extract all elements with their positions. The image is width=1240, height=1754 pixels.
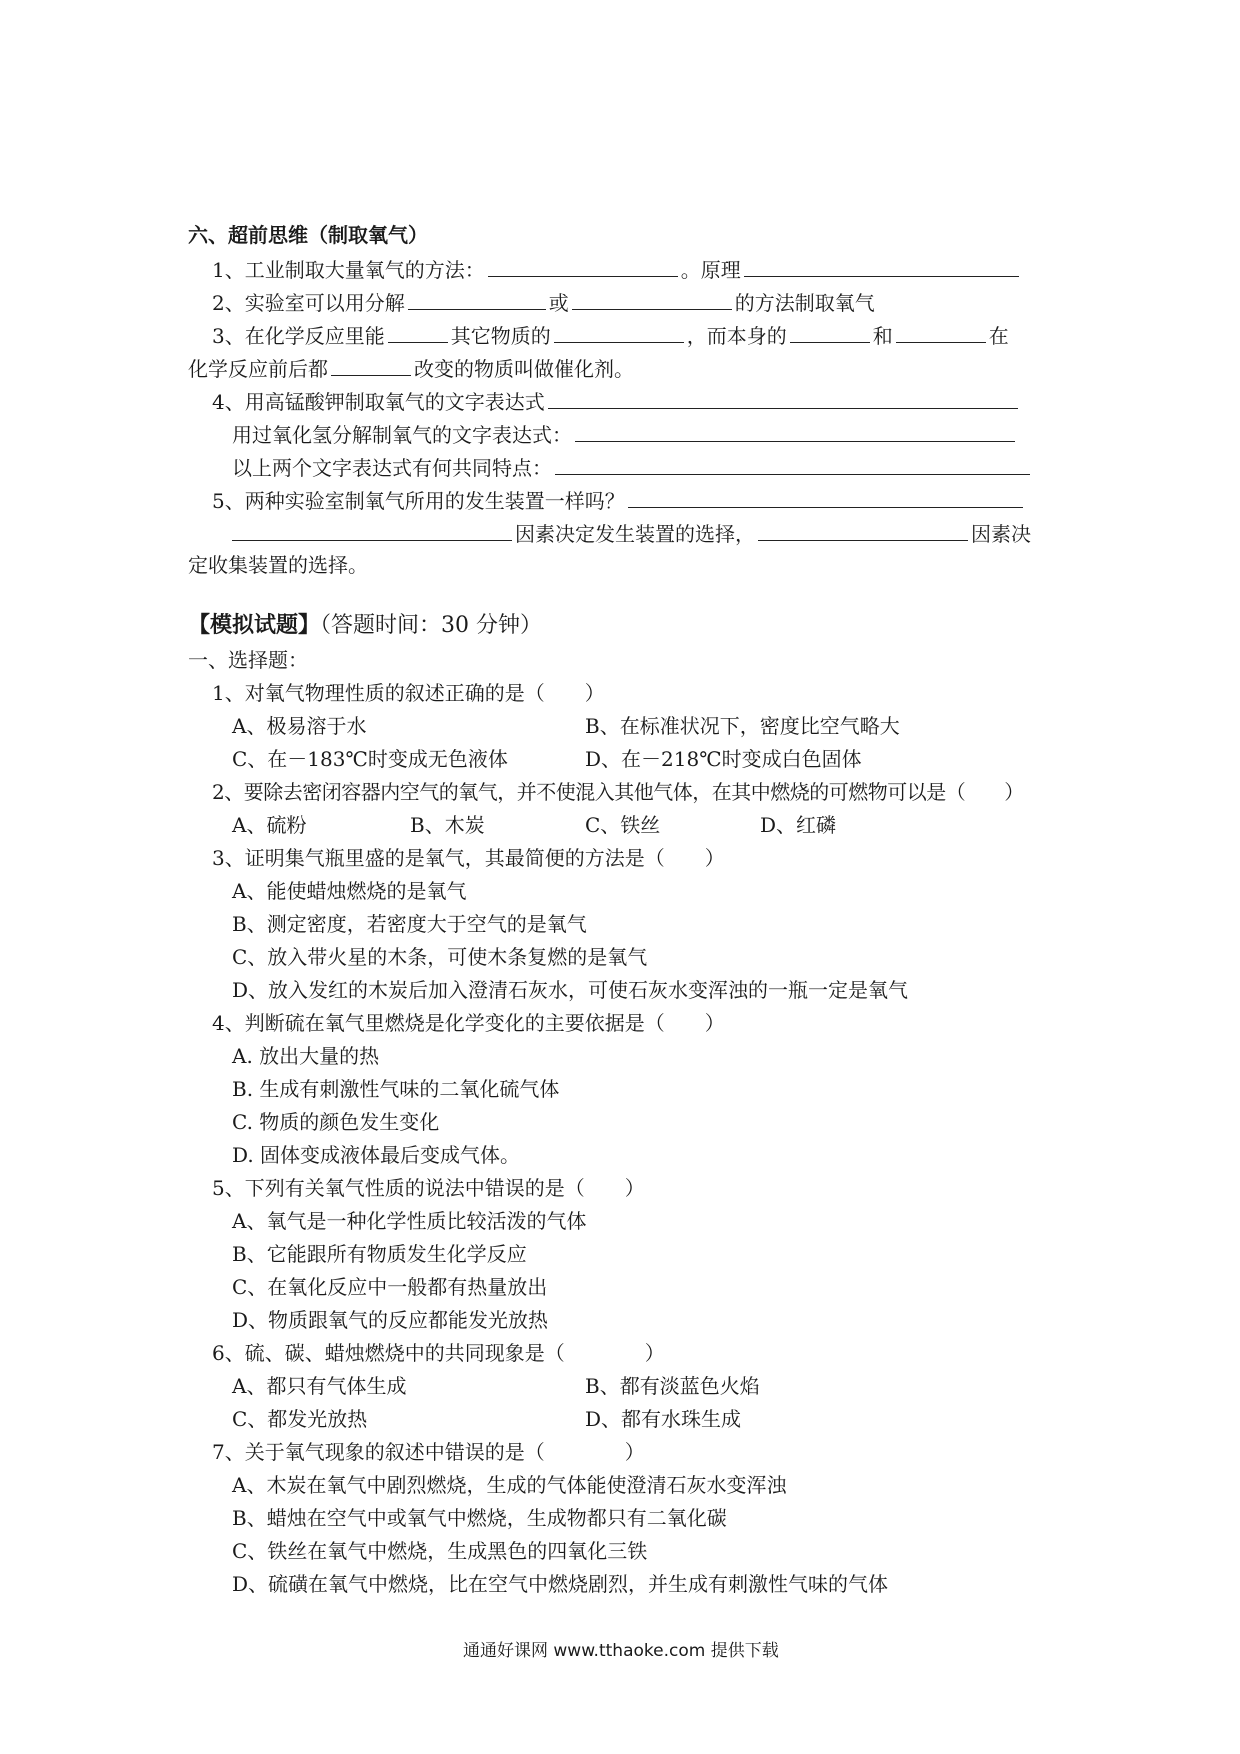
question-text: 5、两种实验室制氧气所用的发生装置一样吗？ bbox=[212, 489, 625, 513]
option-text: D、硫磺在氧气中燃烧，比在空气中燃烧剧烈，并生成有刺激性气味的气体 bbox=[232, 1572, 889, 1596]
question-text: ，而本身的 bbox=[686, 324, 787, 348]
question-line bbox=[232, 522, 1031, 544]
answer-blank[interactable] bbox=[388, 324, 448, 343]
question-line: 定收集装置的选择。 bbox=[188, 553, 368, 577]
question-text: 。原理 bbox=[680, 258, 741, 282]
option-text: A、木炭在氧气中剧烈燃烧，生成的气体能使澄清石灰水变浑浊 bbox=[232, 1473, 787, 1497]
option-text: A、能使蜡烛燃烧的是氧气 bbox=[232, 879, 467, 903]
question-text: 4、判断硫在氧气里燃烧是化学变化的主要依据是（ ） bbox=[212, 1011, 725, 1035]
section-heading: 六、超前思维（制取氧气） bbox=[188, 223, 428, 247]
answer-blank[interactable] bbox=[575, 423, 1015, 442]
option-text: B、木炭 bbox=[410, 813, 485, 837]
question-text: 3、证明集气瓶里盛的是氧气，其最简便的方法是（ ） bbox=[212, 846, 725, 870]
question-text: 化学反应前后都 bbox=[188, 357, 328, 381]
question-text: 改变的物质叫做催化剂。 bbox=[414, 357, 634, 381]
answer-blank[interactable] bbox=[572, 291, 732, 310]
option-text: B、都有淡蓝色火焰 bbox=[585, 1374, 760, 1398]
answer-blank[interactable] bbox=[554, 324, 684, 343]
option-text: C、在－183℃时变成无色液体 bbox=[232, 747, 508, 771]
question-text: 6、硫、碳、蜡烛燃烧中的共同现象是（ ） bbox=[212, 1341, 665, 1365]
option-text: A、氧气是一种化学性质比较活泼的气体 bbox=[232, 1209, 587, 1233]
option-text: D、物质跟氧气的反应都能发光放热 bbox=[232, 1308, 549, 1332]
option-text: B、测定密度，若密度大于空气的是氧气 bbox=[232, 912, 587, 936]
option-text: C. 物质的颜色发生变化 bbox=[232, 1110, 440, 1134]
answer-blank[interactable] bbox=[548, 390, 1018, 409]
option-text: B. 生成有刺激性气味的二氧化硫气体 bbox=[232, 1077, 560, 1101]
question-text: 的方法制取氧气 bbox=[734, 291, 875, 315]
question-line bbox=[212, 291, 875, 313]
option-text: D、在－218℃时变成白色固体 bbox=[585, 747, 862, 771]
question-text: 3、在化学反应里能 bbox=[212, 324, 385, 348]
answer-blank[interactable] bbox=[790, 324, 870, 343]
question-text: 用过氧化氢分解制氧气的文字表达式： bbox=[232, 423, 572, 447]
question-text: 因素决定发生装置的选择， bbox=[515, 522, 755, 546]
page-footer: 通通好课网 www.tthaoke.com 提供下载 bbox=[463, 1641, 779, 1661]
option-text: C、都发光放热 bbox=[232, 1407, 368, 1431]
answer-blank[interactable] bbox=[331, 357, 411, 376]
option-text: D、红磷 bbox=[760, 813, 837, 837]
answer-blank[interactable] bbox=[488, 258, 678, 277]
question-line bbox=[212, 489, 1026, 511]
question-line bbox=[232, 423, 1018, 445]
option-text: C、铁丝 bbox=[585, 813, 661, 837]
option-text: A、极易溶于水 bbox=[232, 714, 367, 738]
option-text: D、放入发红的木炭后加入澄清石灰水，可使石灰水变浑浊的一瓶一定是氧气 bbox=[232, 978, 909, 1002]
option-text: C、在氧化反应中一般都有热量放出 bbox=[232, 1275, 548, 1299]
option-text: C、放入带火星的木条，可使木条复燃的是氧气 bbox=[232, 945, 648, 969]
answer-blank[interactable] bbox=[896, 324, 986, 343]
question-text: 因素决 bbox=[971, 522, 1031, 546]
answer-blank[interactable] bbox=[744, 258, 1019, 277]
question-text: 2、要除去密闭容器内空气的氧气，并不使混入其他气体，在其中燃烧的可燃物可以是（ ） bbox=[212, 780, 1024, 804]
answer-blank[interactable] bbox=[408, 291, 546, 310]
question-text: 在 bbox=[988, 324, 1009, 348]
question-text: 以上两个文字表达式有何共同特点： bbox=[232, 456, 552, 480]
question-text: 1、对氧气物理性质的叙述正确的是（ ） bbox=[212, 681, 605, 705]
question-line bbox=[232, 456, 1033, 478]
question-line bbox=[212, 324, 1009, 346]
question-text: 4、用高锰酸钾制取氧气的文字表达式 bbox=[212, 390, 545, 414]
question-text: 或 bbox=[548, 291, 569, 315]
part-heading: 一、选择题： bbox=[188, 648, 308, 672]
option-text: D. 固体变成液体最后变成气体。 bbox=[232, 1143, 521, 1167]
option-text: B、它能跟所有物质发生化学反应 bbox=[232, 1242, 527, 1266]
exam-title: 【模拟试题】 bbox=[188, 612, 321, 638]
answer-blank[interactable] bbox=[555, 456, 1030, 475]
question-text: 5、下列有关氧气性质的说法中错误的是（ ） bbox=[212, 1176, 645, 1200]
option-text: B、蜡烛在空气中或氧气中燃烧，生成物都只有二氧化碳 bbox=[232, 1506, 727, 1530]
exam-title-line bbox=[188, 614, 542, 637]
option-text: A、硫粉 bbox=[232, 813, 307, 837]
question-line bbox=[212, 390, 1021, 412]
option-text: B、在标准状况下，密度比空气略大 bbox=[585, 714, 900, 738]
question-line bbox=[188, 357, 634, 379]
exam-time-note: （答题时间：30 分钟） bbox=[320, 613, 543, 638]
question-text: 其它物质的 bbox=[450, 324, 551, 348]
option-text: D、都有水珠生成 bbox=[585, 1407, 742, 1431]
question-text: 1、工业制取大量氧气的方法： bbox=[212, 258, 485, 282]
answer-blank[interactable] bbox=[232, 522, 512, 541]
question-text: 7、关于氧气现象的叙述中错误的是（ ） bbox=[212, 1440, 645, 1464]
option-text: A. 放出大量的热 bbox=[232, 1044, 380, 1068]
answer-blank[interactable] bbox=[628, 489, 1023, 508]
option-text: A、都只有气体生成 bbox=[232, 1374, 407, 1398]
question-line bbox=[212, 258, 1022, 280]
question-text: 2、实验室可以用分解 bbox=[212, 291, 405, 315]
question-text: 和 bbox=[872, 324, 893, 348]
answer-blank[interactable] bbox=[758, 522, 968, 541]
option-text: C、铁丝在氧气中燃烧，生成黑色的四氧化三铁 bbox=[232, 1539, 648, 1563]
